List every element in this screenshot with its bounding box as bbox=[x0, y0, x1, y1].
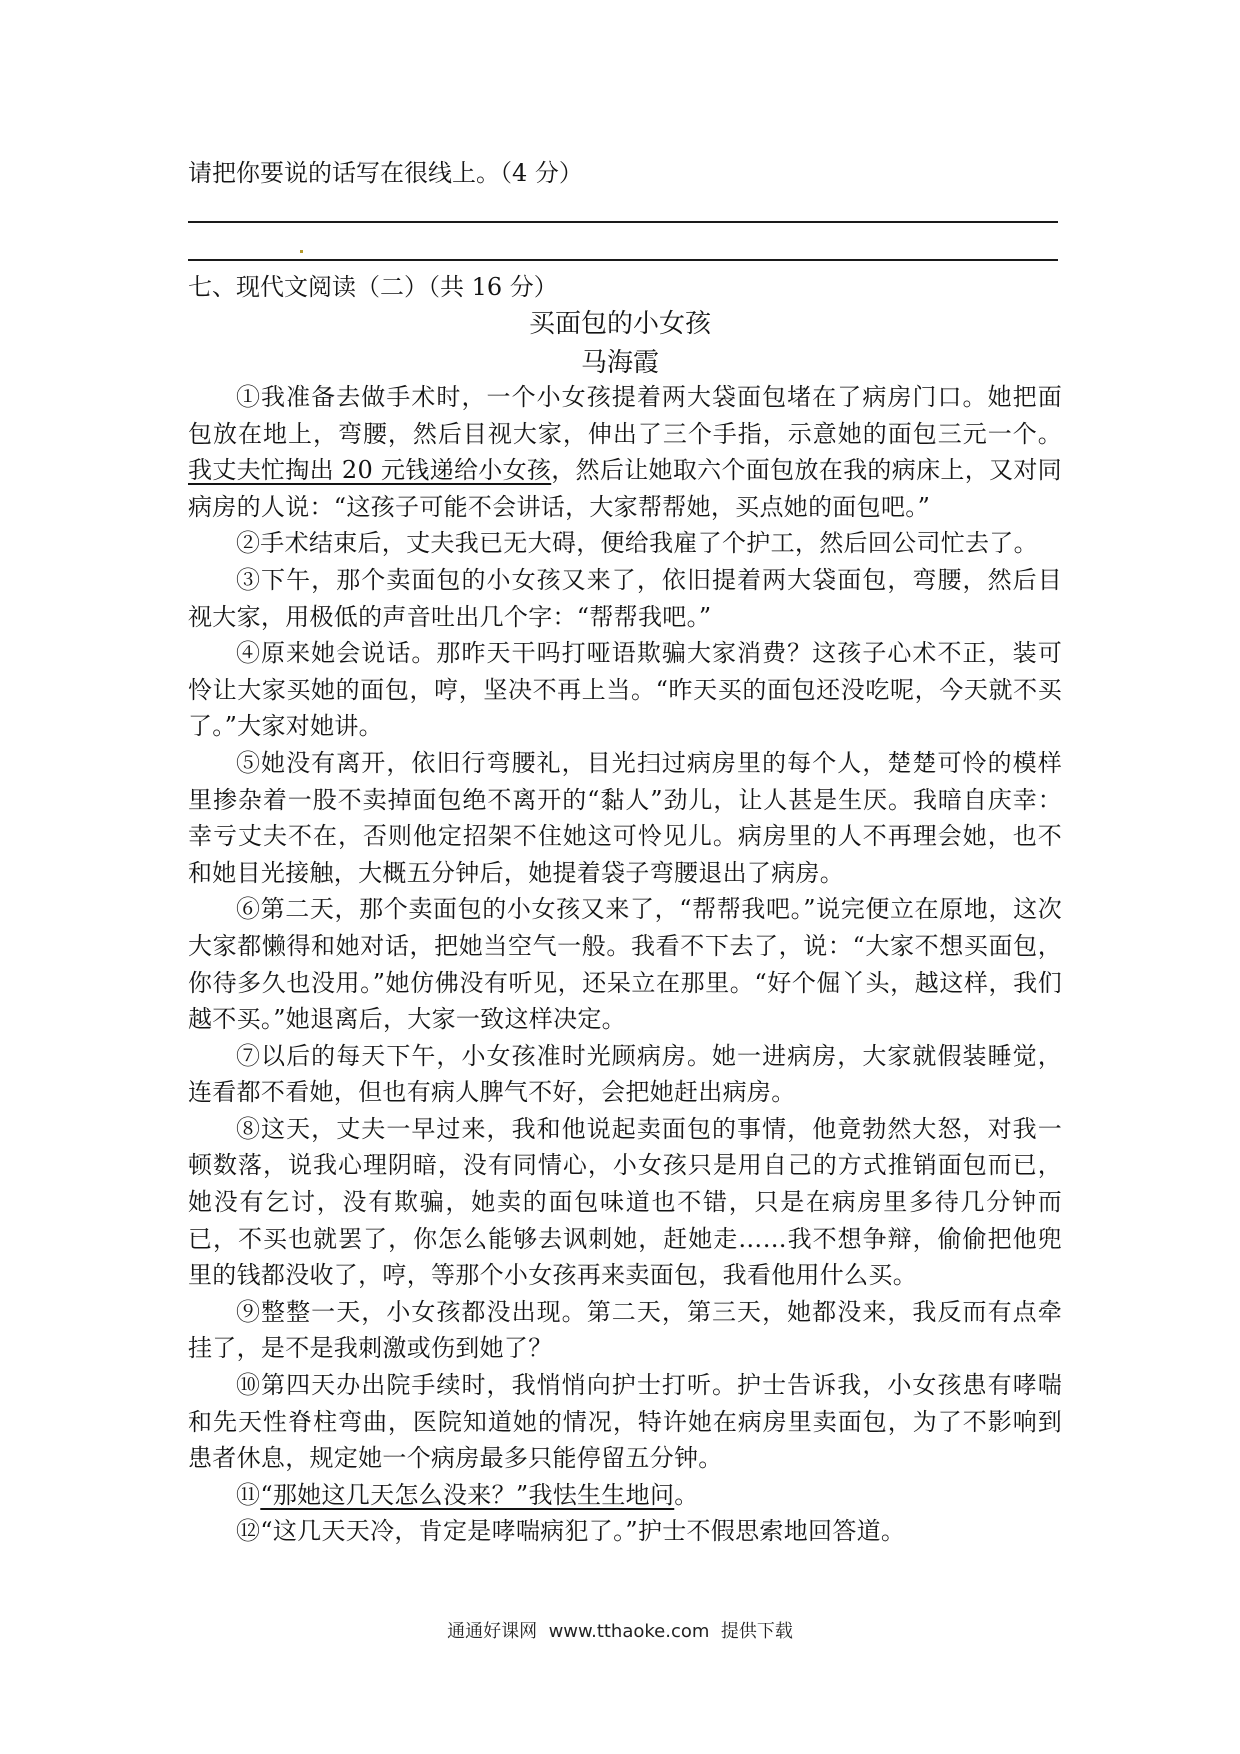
paragraph-10: ⑩第四天办出院手续时，我悄悄向护士打听。护士告诉我，小女孩患有哮喘和先天性脊柱弯曲，医院知道她的情况，特许她在病房里卖面包，为了不影响到患者休息，规定她一个病房最多只能停留五分钟。 bbox=[188, 1371, 1062, 1473]
section-heading: 七、现代文阅读（二）（共 16 分） bbox=[188, 273, 558, 301]
answer-line bbox=[188, 259, 1058, 261]
answer-line bbox=[188, 221, 1058, 223]
paragraph-2: ②手术结束后，丈夫我已无大碍，便给我雇了个护工，然后回公司忙去了。 bbox=[236, 529, 1038, 558]
paragraph-9: ⑨整整一天，小女孩都没出现。第二天，第三天，她都没来，我反而有点牵挂了，是不是我刺激或伤到她了？ bbox=[188, 1297, 1062, 1363]
writing-instruction: 请把你要说的话写在很线上。（4 分） bbox=[188, 159, 583, 187]
paragraph-1: ①我准备去做手术时，一个小女孩提着两大袋面包堵在了病房门口。她把面包放在地上，弯腰，然后目视大家，伸出了三个手指，示意她的面包三元一个。我丈夫忙掏出 20 元钱递给小女孩，然后让她取六个面包放在我的病床上，又对同病房的人说：“这孩子可能不会讲话，大家帮帮她，买点她的面包吧。” bbox=[188, 383, 1062, 521]
paragraph-8: ⑧这天，丈夫一早过来，我和他说起卖面包的事情，他竟勃然大怒，对我一顿数落，说我心理阴暗，没有同情心，小女孩只是用自己的方式推销面包而已，她没有乞讨，没有欺骗，她卖的面包味道也不错，只是在病房里多待几分钟而已，不买也就罢了，你怎么能够去讽刺她，赶她走……我不想争辩，偷偷把他兜里的钱都没收了，哼，等那个小女孩再来卖面包，我看他用什么买。 bbox=[188, 1114, 1062, 1290]
article-title: 买面包的小女孩 bbox=[528, 309, 711, 339]
article-author: 马海霞 bbox=[580, 348, 659, 378]
paragraph-5: ⑤她没有离开，依旧行弯腰礼，目光扫过病房里的每个人，楚楚可怜的模样里掺杂着一股不卖掉面包绝不离开的“黏人”劲儿，让人甚是生厌。我暗自庆幸：幸亏丈夫不在，否则他定招架不住她这可怜见儿。病房里的人不再理会她，也不和她目光接触，大概五分钟后，她提着袋子弯腰退出了病房。 bbox=[188, 748, 1062, 887]
article-body bbox=[188, 379, 1062, 1550]
paragraph-7: ⑦以后的每天下午，小女孩准时光顾病房。她一进病房，大家就假装睡觉，连看都不看她，但也有病人脾气不好，会把她赶出病房。 bbox=[188, 1041, 1062, 1107]
paragraph-11: ⑪“那她这几天怎么没来？”我怯生生地问。 bbox=[236, 1480, 699, 1509]
page-footer: 通通好课网 www.tthaoke.com 提供下载 bbox=[447, 1621, 793, 1642]
underlined-sentence: “那她这几天怎么没来？”我怯生生地问 bbox=[260, 1480, 675, 1509]
paragraph-3: ③下午，那个卖面包的小女孩又来了，依旧提着两大袋面包，弯腰，然后目视大家，用极低的声音吐出几个字：“帮帮我吧。” bbox=[188, 565, 1062, 631]
paragraph-4: ④原来她会说话。那昨天干吗打哑语欺骗大家消费？这孩子心术不正，装可怜让大家买她的面包，哼，坚决不再上当。“昨天买的面包还没吃呢，今天就不买了。”大家对她讲。 bbox=[188, 639, 1062, 741]
paragraph-12: ⑫“这几天天冷，肯定是哮喘病犯了。”护士不假思索地回答道。 bbox=[236, 1517, 906, 1546]
paragraph-6: ⑥第二天，那个卖面包的小女孩又来了，“帮帮我吧。”说完便立在原地，这次大家都懒得和她对话，把她当空气一般。我看不下去了，说：“大家不想买面包，你待多久也没用。”她仿佛没有听见，还呆立在那里。“好个倔丫头，越这样，我们越不买。”她退离后，大家一致这样决定。 bbox=[188, 895, 1062, 1034]
scan-speck bbox=[300, 250, 303, 253]
underlined-sentence: 我丈夫忙掏出 20 元钱递给小女孩 bbox=[188, 456, 552, 485]
